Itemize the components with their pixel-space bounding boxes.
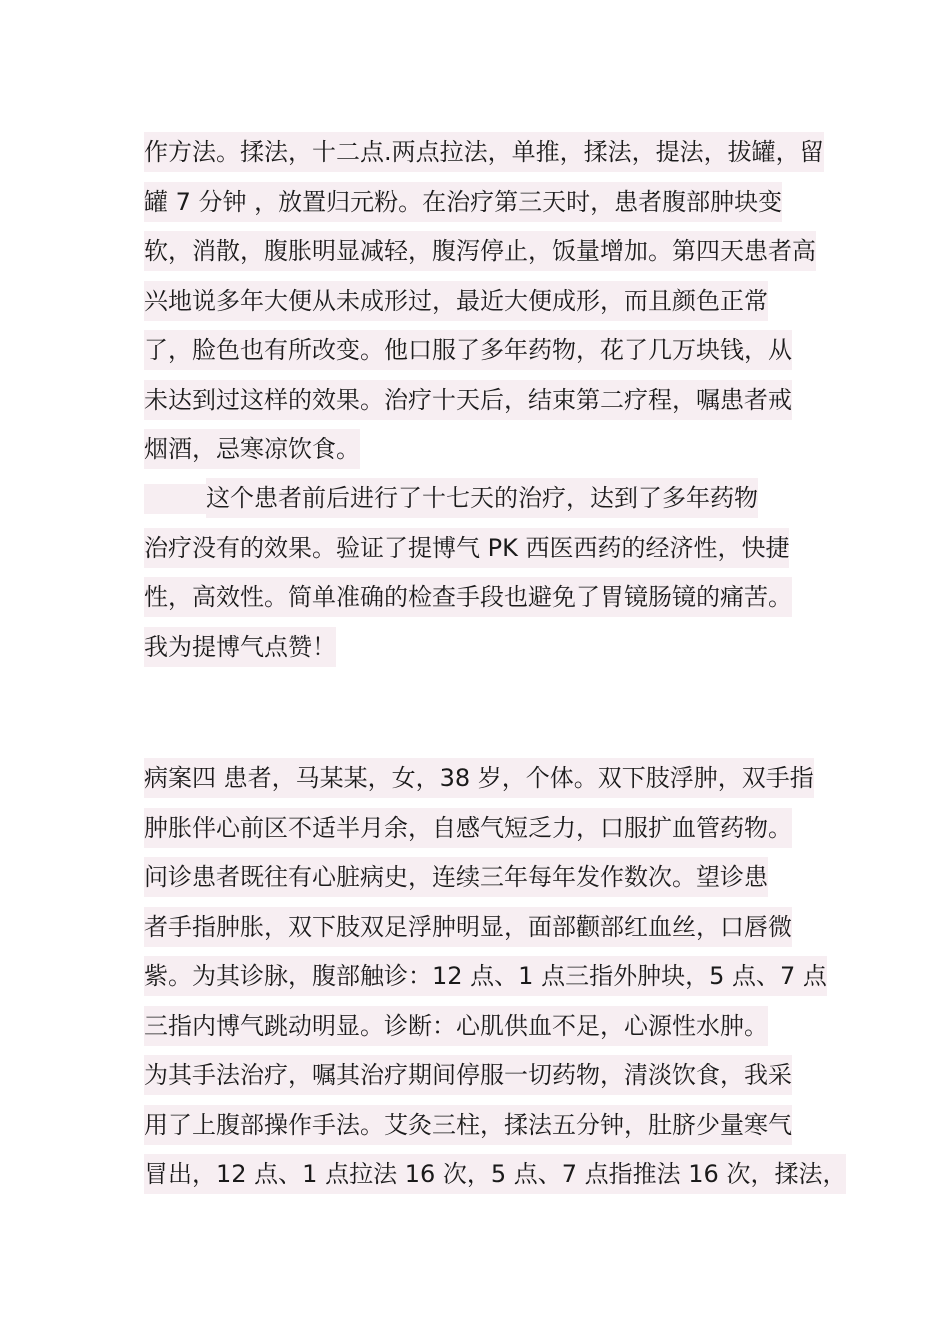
text-line xyxy=(144,524,814,574)
text-line xyxy=(144,573,814,623)
text-line xyxy=(144,853,814,903)
line-text: 性，高效性。简单准确的检查手段也避免了胃镜肠镜的痛苦。 xyxy=(144,577,792,617)
text-line xyxy=(144,425,814,475)
line-text: 三指内博气跳动明显。诊断：心肌供血不足，心源性水肿。 xyxy=(144,1006,768,1046)
line-text: 冒出，12 点、1 点拉法 16 次，5 点、7 点指推法 16 次，揉法， xyxy=(144,1154,846,1194)
text-line xyxy=(144,1002,814,1052)
text-line xyxy=(144,952,827,1002)
line-text: 问诊患者既往有心脏病史，连续三年每年发作数次。望诊患 xyxy=(144,857,768,897)
line-text: 了，脸色也有所改变。他口服了多年药物，花了几万块钱，从 xyxy=(144,330,792,370)
line-text: 未达到过这样的效果。治疗十天后，结束第二疗程，嘱患者戒 xyxy=(144,380,792,420)
paragraph-case3-summary xyxy=(144,474,814,672)
line-text: 烟酒，忌寒凉饮食。 xyxy=(144,429,360,469)
text-line xyxy=(144,1051,814,1101)
line-text: 治疗没有的效果。验证了提博气 PK 西医西药的经济性，快捷 xyxy=(144,528,789,568)
line-text: 我为提博气点赞！ xyxy=(144,627,336,667)
line-text: 用了上腹部操作手法。艾灸三柱，揉法五分钟，肚脐少量寒气 xyxy=(144,1105,792,1145)
line-text: 软，消散，腹胀明显减轻，腹泻停止，饭量增加。第四天患者高 xyxy=(144,231,816,271)
text-line xyxy=(144,903,814,953)
line-text: 者手指肿胀，双下肢双足浮肿明显，面部颧部红血丝，口唇微 xyxy=(144,907,792,947)
paragraph-case4 xyxy=(144,754,847,1200)
text-line xyxy=(144,277,814,327)
line-text: 这个患者前后进行了十七天的治疗，达到了多年药物 xyxy=(206,478,758,518)
line-text: 病案四 患者，马某某，女，38 岁，个体。双下肢浮肿，双手指 xyxy=(144,758,814,798)
text-line xyxy=(144,474,814,524)
line-text: 作方法。揉法，十二点.两点拉法，单推，揉法，提法，拔罐，留 xyxy=(144,132,824,172)
text-line xyxy=(144,804,814,854)
text-line xyxy=(144,376,814,426)
text-line xyxy=(144,623,814,673)
text-line xyxy=(144,1101,814,1151)
paragraph-case3-continued xyxy=(144,128,824,475)
text-line xyxy=(144,326,814,376)
text-line xyxy=(144,754,814,804)
line-text: 为其手法治疗，嘱其治疗期间停服一切药物，清淡饮食，我采 xyxy=(144,1055,792,1095)
text-line xyxy=(144,227,814,277)
text-line xyxy=(144,128,824,178)
paragraph-indent xyxy=(144,484,206,514)
line-text: 罐 7 分钟 ，放置归元粉。在治疗第三天时，患者腹部肿块变 xyxy=(144,182,782,222)
text-line xyxy=(144,178,814,228)
line-text: 紫。为其诊脉，腹部触诊：12 点、1 点三指外肿块，5 点、7 点 xyxy=(144,956,827,996)
line-text: 兴地说多年大便从未成形过，最近大便成形，而且颜色正常 xyxy=(144,281,768,321)
line-text: 肿胀伴心前区不适半月余，自感气短乏力，口服扩血管药物。 xyxy=(144,808,792,848)
text-line xyxy=(144,1150,847,1200)
